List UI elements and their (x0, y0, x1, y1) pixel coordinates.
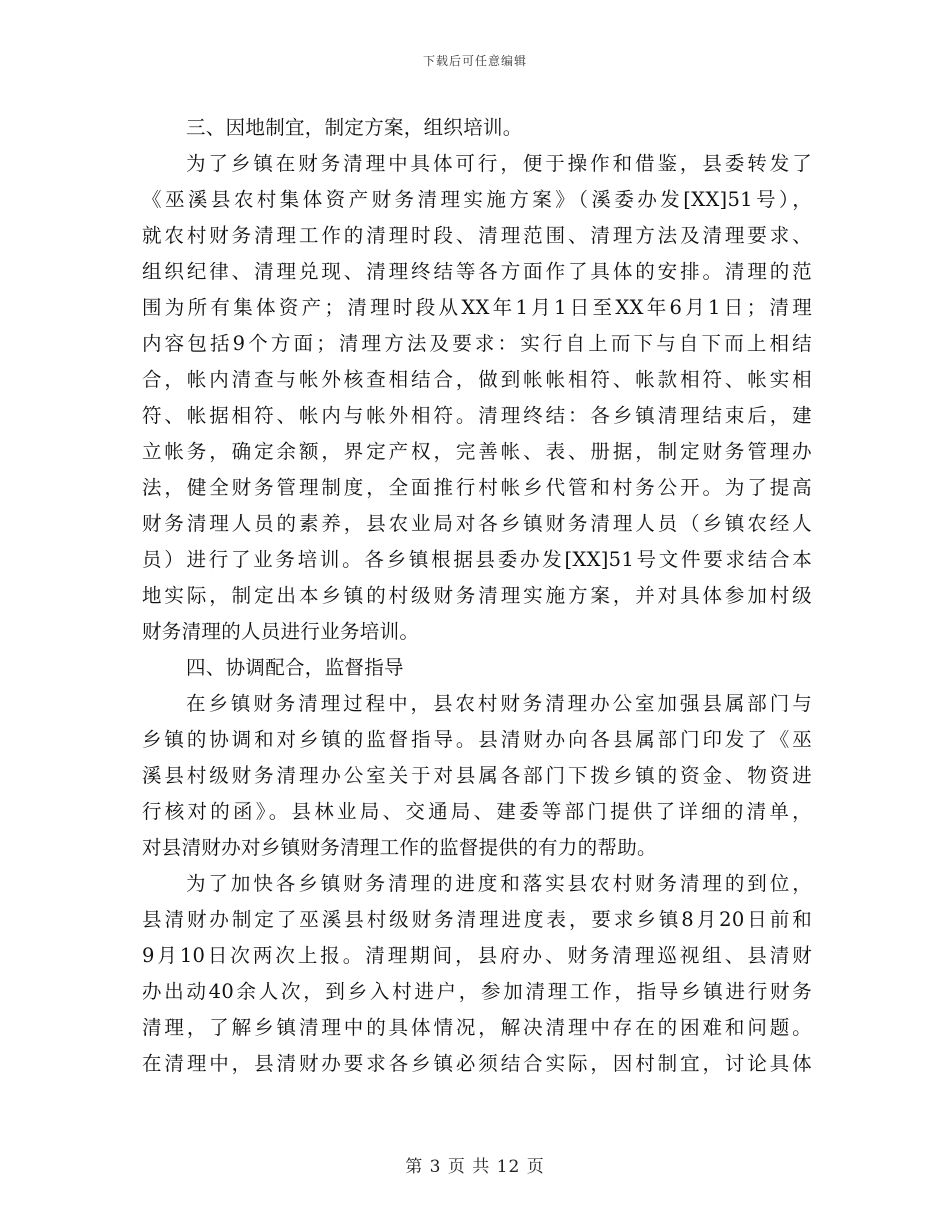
text-line: 在清理中，县清财办要求各乡镇必须结合实际，因村制宜，讨论具体 (142, 1052, 812, 1075)
text-line: 溪县村级财务清理办公室关于对县属各部门下拨乡镇的资金、物资进 (142, 764, 812, 787)
text-line: 9月10日次两次上报。清理期间，县府办、财务清理巡视组、县清财 (142, 944, 812, 967)
text-line: 财务清理的人员进行业务培训。 (142, 620, 420, 643)
text-line: 办出动40余人次，到乡入村进户，参加清理工作，指导乡镇进行财务 (142, 980, 812, 1003)
text-line: 员）进行了业务培训。各乡镇根据县委办发[XX]51号文件要求结合本 (142, 548, 812, 571)
text-line: 法，健全财务管理制度，全面推行村帐乡代管和村务公开。为了提高 (142, 476, 812, 499)
text-line: 符、帐据相符、帐内与帐外相符。清理终结：各乡镇清理结束后，建 (142, 404, 812, 427)
text-line: 合，帐内清查与帐外核查相结合，做到帐帐相符、帐款相符、帐实相 (142, 368, 812, 391)
text-line: 立帐务，确定余额，界定产权，完善帐、表、册据，制定财务管理办 (142, 440, 812, 463)
text-line: 乡镇的协调和对乡镇的监督指导。县清财办向各县属部门印发了《巫 (142, 728, 812, 751)
text-line: 财务清理人员的素养，县农业局对各乡镇财务清理人员（乡镇农经人 (142, 512, 812, 535)
text-line: 围为所有集体资产；清理时段从XX年1月1日至XX年6月1日；清理 (142, 296, 812, 319)
text-line: 清理，了解乡镇清理中的具体情况，解决清理中存在的困难和问题。 (142, 1016, 812, 1039)
text-line: 为了乡镇在财务清理中具体可行，便于操作和借鉴，县委转发了 (186, 152, 812, 175)
text-line: 县清财办制定了巫溪县村级财务清理进度表，要求乡镇8月20日前和 (142, 908, 812, 931)
text-line: 对县清财办对乡镇财务清理工作的监督提供的有力的帮助。 (142, 836, 657, 859)
text-line: 行核对的函》。县林业局、交通局、建委等部门提供了详细的清单， (142, 800, 812, 823)
document-body (142, 110, 812, 1082)
text-line: 为了加快各乡镇财务清理的进度和落实县农村财务清理的到位， (186, 872, 812, 895)
section-heading-4: 四、协调配合，监督指导 (186, 656, 404, 679)
text-line: 《巫溪县农村集体资产财务清理实施方案》（溪委办发[XX]51号）， (142, 188, 812, 211)
text-line: 组织纪律、清理兑现、清理终结等各方面作了具体的安排。清理的范 (142, 260, 812, 283)
text-line: 地实际，制定出本乡镇的村级财务清理实施方案，并对具体参加村级 (142, 584, 812, 607)
page-number-footer: 第 3 页 共 12 页 (405, 1157, 545, 1177)
text-line: 在乡镇财务清理过程中，县农村财务清理办公室加强县属部门与 (186, 692, 812, 715)
page-header: 下载后可任意编辑 (422, 54, 527, 68)
text-line: 就农村财务清理工作的清理时段、清理范围、清理方法及清理要求、 (142, 224, 812, 247)
section-heading-3: 三、因地制宜，制定方案，组织培训。 (186, 116, 523, 139)
text-line: 内容包括9个方面；清理方法及要求：实行自上而下与自下而上相结 (142, 332, 812, 355)
